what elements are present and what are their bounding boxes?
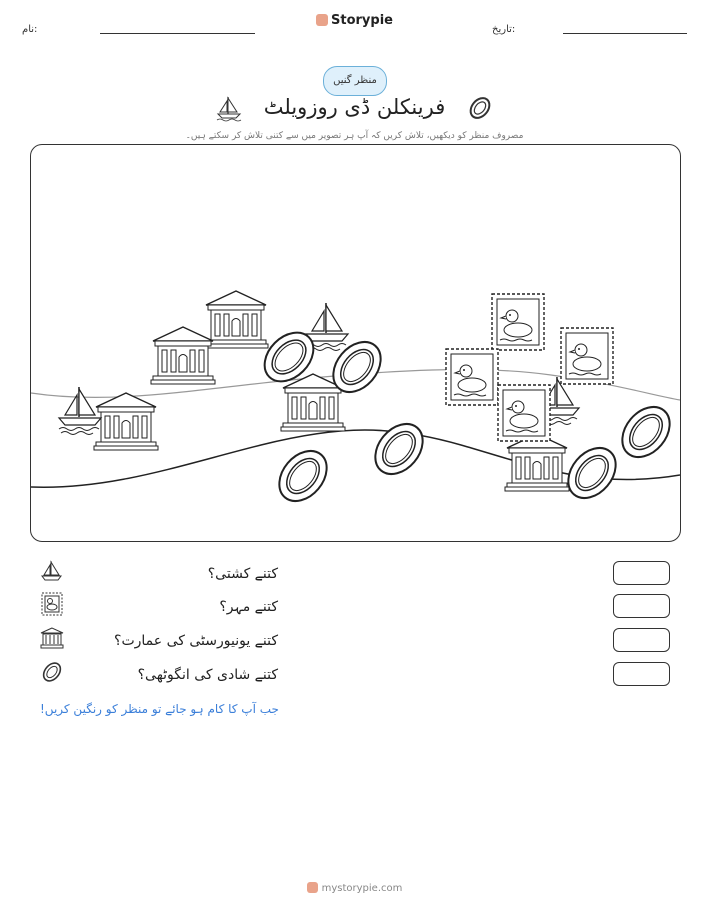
- question-text: کتنے مہر؟: [219, 599, 278, 615]
- storypie-logo-icon: [307, 882, 318, 893]
- university-building-icon: [40, 626, 64, 650]
- university-building: [505, 434, 569, 491]
- question-row: [40, 630, 660, 656]
- brand-name: Storypie: [331, 13, 393, 28]
- title-text: فرینکلن ڈی روزویلٹ: [263, 95, 446, 119]
- sailboat: [59, 387, 101, 435]
- site-footer: [0, 882, 709, 894]
- wedding-ring: [270, 442, 337, 511]
- instructions: مصروف منظر کو دیکھیں، تلاش کریں کہ آپ ہر تصویر میں سے کتنی تلاش کر سکتے ہیں۔: [185, 131, 524, 141]
- question-text: کتنے شادی کی انگوٹھی؟: [137, 667, 278, 683]
- university-building: [204, 291, 268, 348]
- wedding-ring-icon: [466, 94, 494, 122]
- name-label: نام:: [22, 24, 38, 35]
- question-row: [40, 664, 660, 690]
- question-text: کتنے کشتی؟: [207, 566, 278, 582]
- wedding-ring: [559, 439, 626, 508]
- brand-logo: [0, 13, 709, 28]
- university-building: [151, 327, 215, 384]
- answer-box[interactable]: [613, 662, 670, 686]
- activity-badge: منظر گنیں: [323, 66, 387, 96]
- question-row: [40, 596, 660, 622]
- stamp: [561, 328, 613, 384]
- stamp: [498, 385, 550, 441]
- site-url: mystorypie.com: [321, 883, 403, 894]
- answer-box[interactable]: [613, 561, 670, 585]
- answer-box[interactable]: [613, 628, 670, 652]
- stamp: [446, 349, 498, 405]
- question-row: [40, 563, 660, 589]
- name-line[interactable]: [100, 33, 255, 34]
- university-building: [94, 393, 158, 450]
- stamp: [492, 294, 544, 350]
- storypie-logo-icon: [316, 14, 328, 26]
- date-line[interactable]: [563, 33, 687, 34]
- stamp-icon: [40, 592, 64, 616]
- wedding-ring: [613, 398, 680, 467]
- scene-illustration: [31, 145, 680, 541]
- sailboat-icon: [215, 94, 243, 122]
- sailboat-icon: [40, 559, 64, 583]
- wedding-ring-icon: [40, 660, 64, 684]
- coloring-note: جب آپ کا کام ہو جائے تو منظر کو رنگین کریں!: [40, 702, 279, 716]
- busy-scene: [30, 144, 681, 542]
- question-text: کتنے یونیورسٹی کی عمارت؟: [114, 633, 278, 649]
- page-title: [0, 94, 709, 122]
- date-label: تاریخ:: [492, 24, 516, 35]
- answer-box[interactable]: [613, 594, 670, 618]
- wedding-ring: [366, 415, 433, 484]
